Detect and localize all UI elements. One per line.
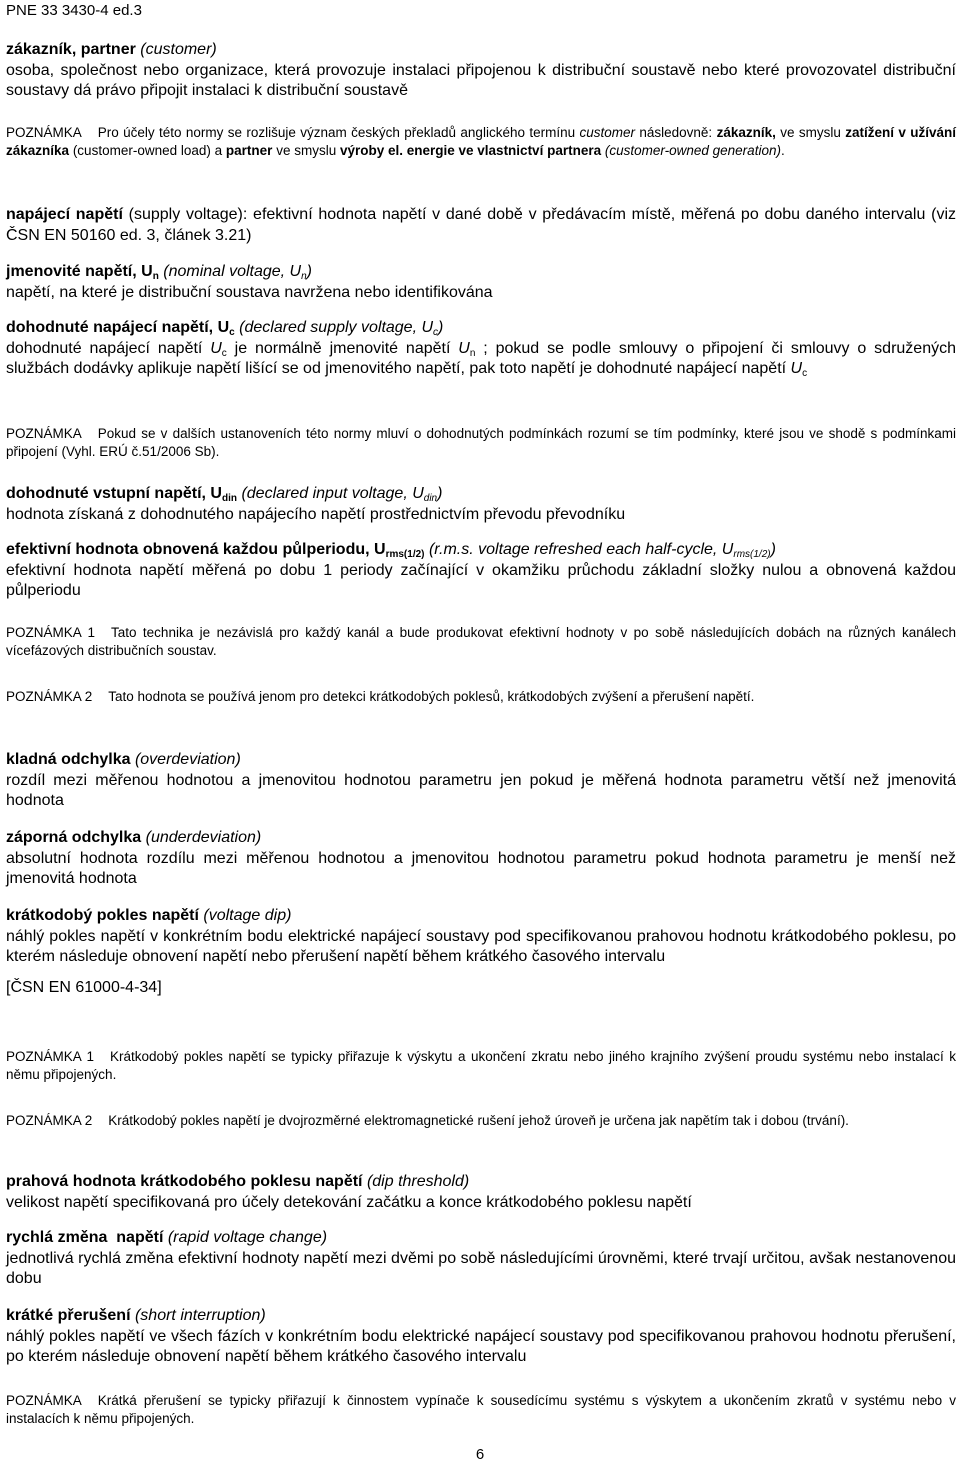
note-text: . xyxy=(780,143,785,158)
definition: efektivní hodnota napětí měřená po dobu 1 periody začínající v okamžiku průchodu základní složky nulou a obnovená každou půlperiodu xyxy=(6,561,956,599)
term-english: (declared supply voltage, $U_c$) xyxy=(239,319,444,338)
note-text: ve smyslu xyxy=(276,143,337,158)
reference: [ČSN EN 61000-4-34] xyxy=(6,978,162,996)
term: dohodnuté vstupní napětí, $U_{din}$ xyxy=(6,485,237,504)
note-label: POZNÁMKA 1 xyxy=(6,625,95,640)
note-label: POZNÁMKA 2 xyxy=(6,1113,93,1128)
note-text: customer xyxy=(579,125,635,140)
entry-underdeviation xyxy=(6,828,956,890)
definition: napětí, na které je distribuční soustava navržena nebo identifikována xyxy=(6,283,493,301)
entry-declared-input-voltage xyxy=(6,484,956,525)
term: efektivní hodnota obnovená každou půlperiodu, $U_{rms(1/2)}$ xyxy=(6,541,425,560)
definition: dohodnuté napájecí napětí $U_c$ je normálně jmenovité napětí $U_n$ ; pokud se podle smlouvy o připojení či smlouvy o sdružených službách dodávky aplikuje napětí lišící se od jmenovitého napětí, pak toto napětí je dohodnuté napájecí napětí $U_c$ xyxy=(6,339,956,379)
definition: (supply voltage): efektivní hodnota napětí v dané době v předávacím místě, měřená po dobu daného intervalu (viz ČSN EN 50160 ed. 3, článek 3.21) xyxy=(6,206,957,244)
entry-rms-half-cycle xyxy=(6,540,956,602)
note-text: Krátká přerušení se typicky přiřazují k činnostem vypínače k sousedícímu systému s výskytem a ukončením zkratů v systému nebo v instalacích k němu připojených. xyxy=(6,1393,956,1426)
note-text: Tato technika je nezávislá pro každý kanál a bude produkovat efektivní hodnoty v po sobě následujících dobách na různých kanálech vícefázových distribučních soustav. xyxy=(6,625,956,658)
note-text: Krátkodobý pokles napětí je dvojrozměrné elektromagnetické rušení jehož úroveň je určena jak napětím tak i dobou (trvání). xyxy=(108,1113,849,1128)
note-text: výroby el. energie ve vlastnictví partnera xyxy=(339,143,602,158)
entry-supply-voltage xyxy=(6,205,956,246)
page-number: 6 xyxy=(475,1446,485,1463)
term: rychlá změna napětí xyxy=(6,1229,164,1246)
definition: náhlý pokles napětí v konkrétním bodu elektrické napájecí soustavy pod specifikovanou prahovou hodnotu krátkodobého poklesu, po kterém následuje obnovení napětí nebo přerušení napětí během krátkého časového intervalu xyxy=(6,927,956,965)
term-english: (overdeviation) xyxy=(134,751,241,768)
note-text: Pro účely této normy se rozlišuje význam českých překladů anglického termínu xyxy=(97,125,576,140)
term-english: (short interruption) xyxy=(134,1307,266,1324)
note-text: partner xyxy=(225,143,273,158)
entry-customer xyxy=(6,40,956,102)
term-english: (nominal voltage, $U_n$) xyxy=(163,263,312,282)
entry-declared-supply-voltage xyxy=(6,318,956,380)
definition: rozdíl mezi měřenou hodnotou a jmenovitou hodnotou parametru jen pokud je měřená hodnota parametru větší než jmenovitá hodnota xyxy=(6,771,956,809)
note-voltage-dip-2 xyxy=(6,1112,956,1130)
term-english: (customer) xyxy=(140,41,217,58)
entry-short-interruption xyxy=(6,1306,956,1368)
note-text: Krátkodobý pokles napětí se typicky přiřazuje k výskytu a ukončení zkratu nebo jiného krajního zvýšení proudu systému nebo instalací k němu připojených. xyxy=(6,1049,956,1082)
note-label: POZNÁMKA xyxy=(6,125,82,140)
term-english: (voltage dip) xyxy=(203,907,292,924)
term: krátkodobý pokles napětí xyxy=(6,907,199,924)
term: kladná odchylka xyxy=(6,751,131,768)
note-label: POZNÁMKA xyxy=(6,1393,82,1408)
note-label: POZNÁMKA 2 xyxy=(6,689,93,704)
entry-rapid-voltage-change xyxy=(6,1228,956,1290)
term-english: (r.m.s. voltage refreshed each half-cycle, $U_{rms(1/2)}$) xyxy=(428,541,776,560)
definition: osoba, společnost nebo organizace, která provozuje instalaci připojenou k distribuční soustavě nebo které provozovatel distribuční soustavy dá právo připojit instalaci k distribuční soustavě xyxy=(6,61,956,99)
note-text: následovně: xyxy=(639,125,713,140)
note-declared-conditions xyxy=(6,425,956,461)
note-text: zákazník, xyxy=(716,125,776,140)
note-text: (customer-owned load) a xyxy=(72,143,223,158)
note-customer xyxy=(6,124,956,160)
term: dohodnuté napájecí napětí, $U_c$ xyxy=(6,319,235,338)
definition: hodnota získaná z dohodnutého napájecího napětí prostřednictvím převodu převodníku xyxy=(6,505,626,523)
document-header: PNE 33 3430-4 ed.3 xyxy=(6,2,142,19)
entry-nominal-voltage xyxy=(6,262,956,303)
note-short-interruption xyxy=(6,1392,956,1428)
note-label: POZNÁMKA 1 xyxy=(6,1049,95,1064)
note-text: ve smyslu xyxy=(780,125,841,140)
term-english: (declared input voltage, $U_{din}$) xyxy=(241,485,443,504)
note-text: (customer-owned generation) xyxy=(604,143,781,158)
note-label: POZNÁMKA xyxy=(6,426,82,441)
entry-voltage-dip xyxy=(6,906,956,998)
term: jmenovité napětí, $U_n$ xyxy=(6,263,159,282)
term: záporná odchylka xyxy=(6,829,142,846)
term: krátké přerušení xyxy=(6,1307,131,1324)
term-english: (rapid voltage change) xyxy=(167,1229,328,1246)
note-rms-1 xyxy=(6,624,956,660)
term-english: (underdeviation) xyxy=(145,829,262,846)
definition: absolutní hodnota rozdílu mezi měřenou hodnotou a jmenovitou hodnotou parametru pokud hodnota parametru je menší než jmenovitá hodnota xyxy=(6,849,956,887)
term: prahová hodnota krátkodobého poklesu napětí xyxy=(6,1173,363,1190)
note-rms-2 xyxy=(6,688,956,706)
definition: velikost napětí specifikovaná pro účely detekování začátku a konce krátkodobého poklesu napětí xyxy=(6,1193,692,1211)
definition: jednotlivá rychlá změna efektivní hodnoty napětí mezi dvěmi po sobě následujícími úrovněmi, které trvají určitou, avšak nestanovenou dobu xyxy=(6,1249,956,1287)
entry-dip-threshold xyxy=(6,1172,956,1213)
term: napájecí napětí xyxy=(6,206,123,223)
definition: náhlý pokles napětí ve všech fázích v konkrétním bodu elektrické napájecí soustavy pod specifikovanou prahovou hodnotu přerušení, po kterém následuje obnovení napětí během krátkého časového intervalu xyxy=(6,1327,956,1365)
note-text: Pokud se v dalších ustanoveních této normy mluví o dohodnutých podmínkách rozumí se tím podmínky, které jsou ve shodě s podmínkami připojení (Vyhl. ERÚ č.51/2006 Sb). xyxy=(6,426,956,459)
note-text: Tato hodnota se používá jenom pro detekci krátkodobých poklesů, krátkodobých zvýšení a přerušení napětí. xyxy=(108,689,755,704)
entry-overdeviation xyxy=(6,750,956,812)
term-english: (dip threshold) xyxy=(366,1173,470,1190)
note-text: zatížení v užívání zákazníka xyxy=(6,125,956,158)
note-voltage-dip-1 xyxy=(6,1048,956,1084)
term: zákazník, partner xyxy=(6,41,136,58)
